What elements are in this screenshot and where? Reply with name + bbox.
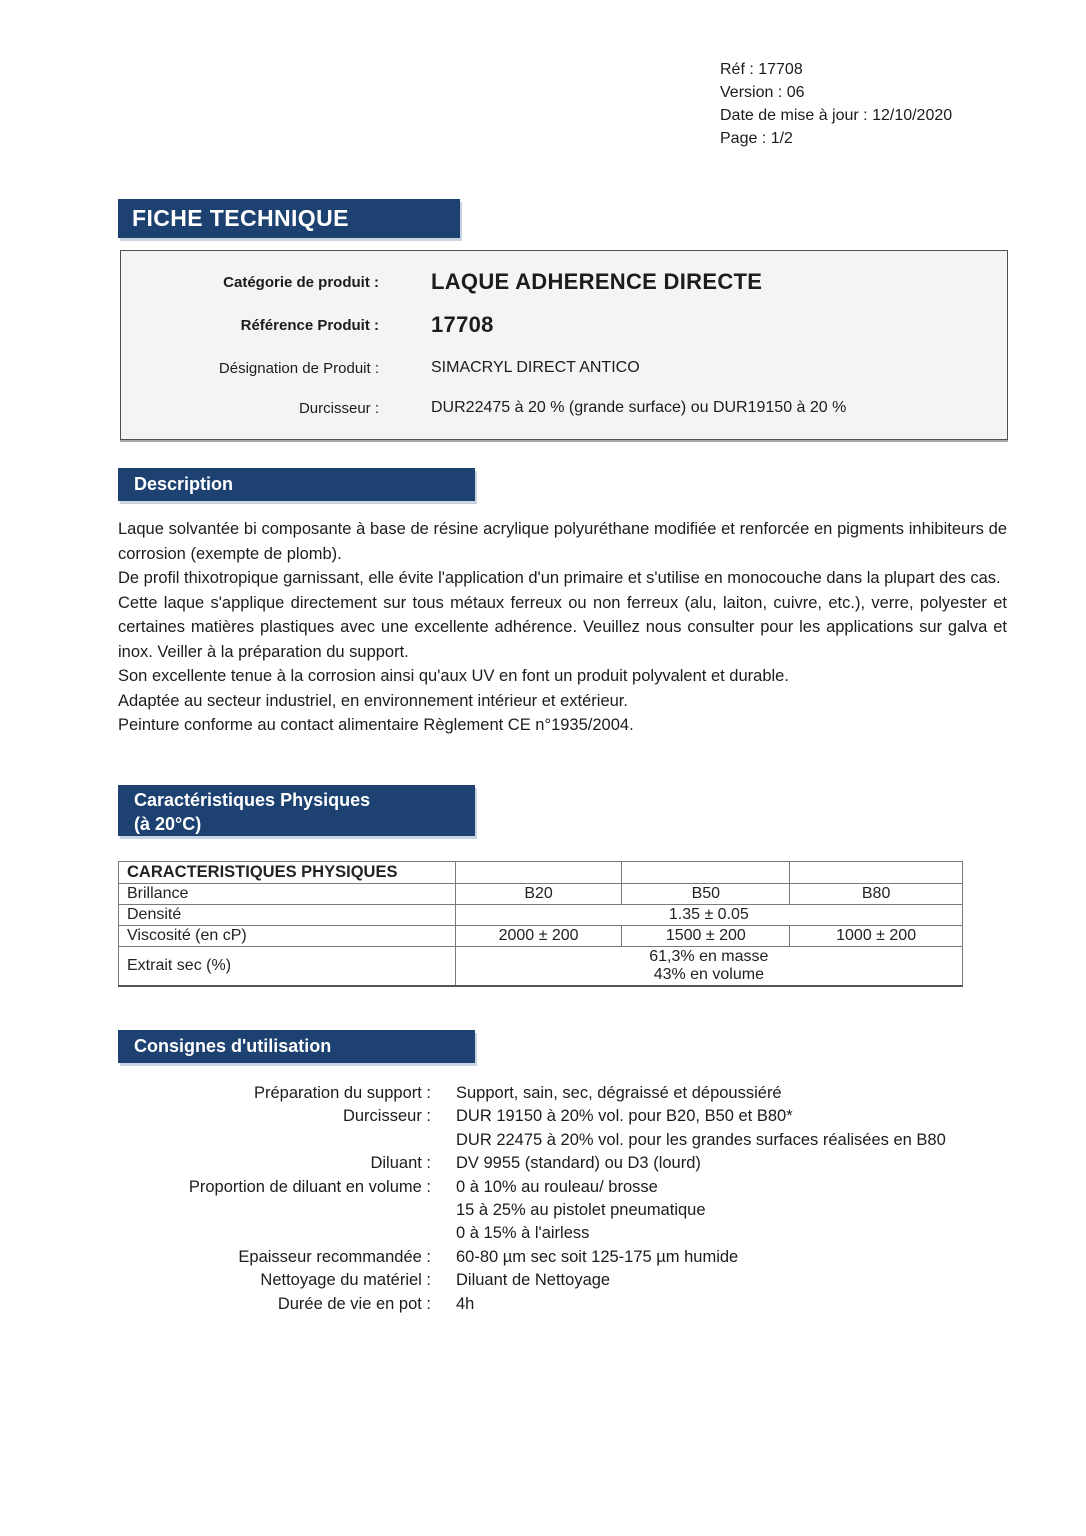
usage-value: Support, sain, sec, dégraissé et dépoussiéré <box>456 1084 782 1102</box>
brillance-label: Brillance <box>119 884 456 905</box>
product-designation-row <box>121 354 1007 382</box>
product-hardener-label: Durcisseur : <box>298 399 379 417</box>
viscosite-b20: 2000 ± 200 <box>455 926 622 947</box>
table-header-cell: CARACTERISTIQUES PHYSIQUES <box>119 862 456 884</box>
table-empty-cell <box>622 862 790 884</box>
extrait-sec-value <box>455 947 962 987</box>
densite-value: 1.35 ± 0.05 <box>455 905 962 926</box>
product-designation-label: Désignation de Produit : <box>218 359 379 377</box>
usage-value: 0 à 10% au rouleau/ brosse <box>456 1177 658 1196</box>
description-text <box>118 517 1007 738</box>
description-paragraph: Son excellente tenue à la corrosion ainsi qu'aux UV en font un produit polyvalent et durable. <box>118 667 789 685</box>
meta-version: Version : 06 <box>720 84 805 101</box>
product-info-box <box>120 250 1008 440</box>
extrait-sec-line1: 61,3% en masse <box>649 948 769 965</box>
usage-value: DUR 19150 à 20% vol. pour B20, B50 et B80* <box>456 1107 793 1126</box>
usage-label <box>118 1222 431 1245</box>
table-header-row <box>119 862 963 884</box>
fiche-technique-title: FICHE TECHNIQUE <box>132 205 349 231</box>
physical-heading-line1: Caractéristiques Physiques <box>134 790 371 810</box>
usage-value: DV 9955 (standard) ou D3 (lourd) <box>456 1154 701 1173</box>
usage-line <box>118 1293 1020 1316</box>
viscosite-b50: 1500 ± 200 <box>622 926 790 947</box>
meta-update-date: Date de mise à jour : 12/10/2020 <box>720 107 953 124</box>
doc-meta <box>720 58 952 150</box>
product-category-row <box>121 263 1007 301</box>
product-category-label: Catégorie de produit : <box>223 273 379 291</box>
table-empty-cell <box>455 862 622 884</box>
product-reference-value: 17708 <box>431 312 494 337</box>
physical-characteristics-banner <box>118 785 475 836</box>
usage-section-banner <box>118 1030 475 1063</box>
product-reference-row <box>121 307 1007 343</box>
usage-label: Epaisseur recommandée : <box>238 1247 431 1266</box>
brillance-b80: B80 <box>790 884 963 905</box>
usage-list <box>118 1082 1020 1316</box>
usage-label: Préparation du support : <box>253 1084 431 1102</box>
usage-line <box>118 1246 1020 1269</box>
usage-label: Durée de vie en pot : <box>277 1294 431 1313</box>
table-empty-cell <box>790 862 963 884</box>
physical-heading-line2: (à 20°C) <box>134 814 202 834</box>
usage-heading: Consignes d'utilisation <box>134 1036 332 1056</box>
usage-line <box>118 1152 1020 1175</box>
fiche-technique-banner <box>118 199 460 238</box>
usage-value: Diluant de Nettoyage <box>456 1271 611 1290</box>
viscosite-b80: 1000 ± 200 <box>790 926 963 947</box>
usage-value: 15 à 25% au pistolet pneumatique <box>456 1201 706 1220</box>
usage-line <box>118 1176 1020 1199</box>
usage-line <box>118 1129 1020 1152</box>
product-hardener-row <box>121 394 1007 422</box>
usage-line <box>118 1199 1020 1222</box>
description-paragraph: Adaptée au secteur industriel, en environnement intérieur et extérieur. <box>118 691 628 710</box>
table-row-brillance <box>119 884 963 905</box>
product-reference-label: Référence Produit : <box>240 316 379 334</box>
meta-ref: Réf : 17708 <box>720 61 803 78</box>
description-heading: Description <box>134 474 234 494</box>
usage-line <box>118 1222 1020 1245</box>
product-hardener-value: DUR22475 à 20 % (grande surface) ou DUR19150 à 20 % <box>431 399 847 416</box>
usage-label: Proportion de diluant en volume : <box>188 1177 431 1196</box>
description-paragraph: Laque solvantée bi composante à base de résine acrylique polyuréthane modifiée et renforcée en pigments inhibiteurs de corrosion (exempte de plomb). <box>118 520 1007 563</box>
description-section-banner <box>118 468 475 501</box>
meta-page-number: Page : 1/2 <box>720 130 793 147</box>
usage-label <box>118 1199 431 1222</box>
description-paragraph: Peinture conforme au contact alimentaire Règlement CE n°1935/2004. <box>118 716 634 734</box>
viscosite-label: Viscosité (en cP) <box>119 926 456 947</box>
usage-value: 60-80 µm sec soit 125-175 µm humide <box>456 1247 739 1266</box>
brillance-b20: B20 <box>455 884 622 905</box>
usage-line <box>118 1082 1020 1105</box>
usage-label: Durcisseur : <box>342 1107 431 1126</box>
usage-line <box>118 1269 1020 1292</box>
usage-label <box>118 1129 431 1152</box>
table-row-extrait-sec <box>119 947 963 987</box>
extrait-sec-label: Extrait sec (%) <box>119 947 456 987</box>
description-paragraph: De profil thixotropique garnissant, elle évite l'application d'un primaire et s'utilise en monocouche dans la plupart des cas. <box>118 569 1001 587</box>
table-row-viscosite <box>119 926 963 947</box>
usage-value: 4h <box>456 1294 475 1313</box>
physical-characteristics-table <box>118 861 963 987</box>
usage-value: DUR 22475 à 20% vol. pour les grandes surfaces réalisées en B80 <box>456 1130 946 1149</box>
usage-label: Nettoyage du matériel : <box>260 1271 431 1290</box>
brillance-b50: B50 <box>622 884 790 905</box>
table-row-densite <box>119 905 963 926</box>
usage-label: Diluant : <box>370 1154 431 1173</box>
extrait-sec-line2: 43% en volume <box>653 966 764 983</box>
product-category-value: LAQUE ADHERENCE DIRECTE <box>431 269 763 294</box>
usage-value: 0 à 15% à l'airless <box>456 1224 590 1243</box>
usage-line <box>118 1105 1020 1128</box>
description-paragraph: Cette laque s'applique directement sur tous métaux ferreux ou non ferreux (alu, laiton, cuivre, etc.), verre, polyester et certaines matières plastiques avec une excellente adhérence. Veuillez nous consulter pour les applications sur galva et inox. Veiller à la préparation du support. <box>118 593 1007 661</box>
product-designation-value: SIMACRYL DIRECT ANTICO <box>431 359 640 376</box>
densite-label: Densité <box>119 905 456 926</box>
